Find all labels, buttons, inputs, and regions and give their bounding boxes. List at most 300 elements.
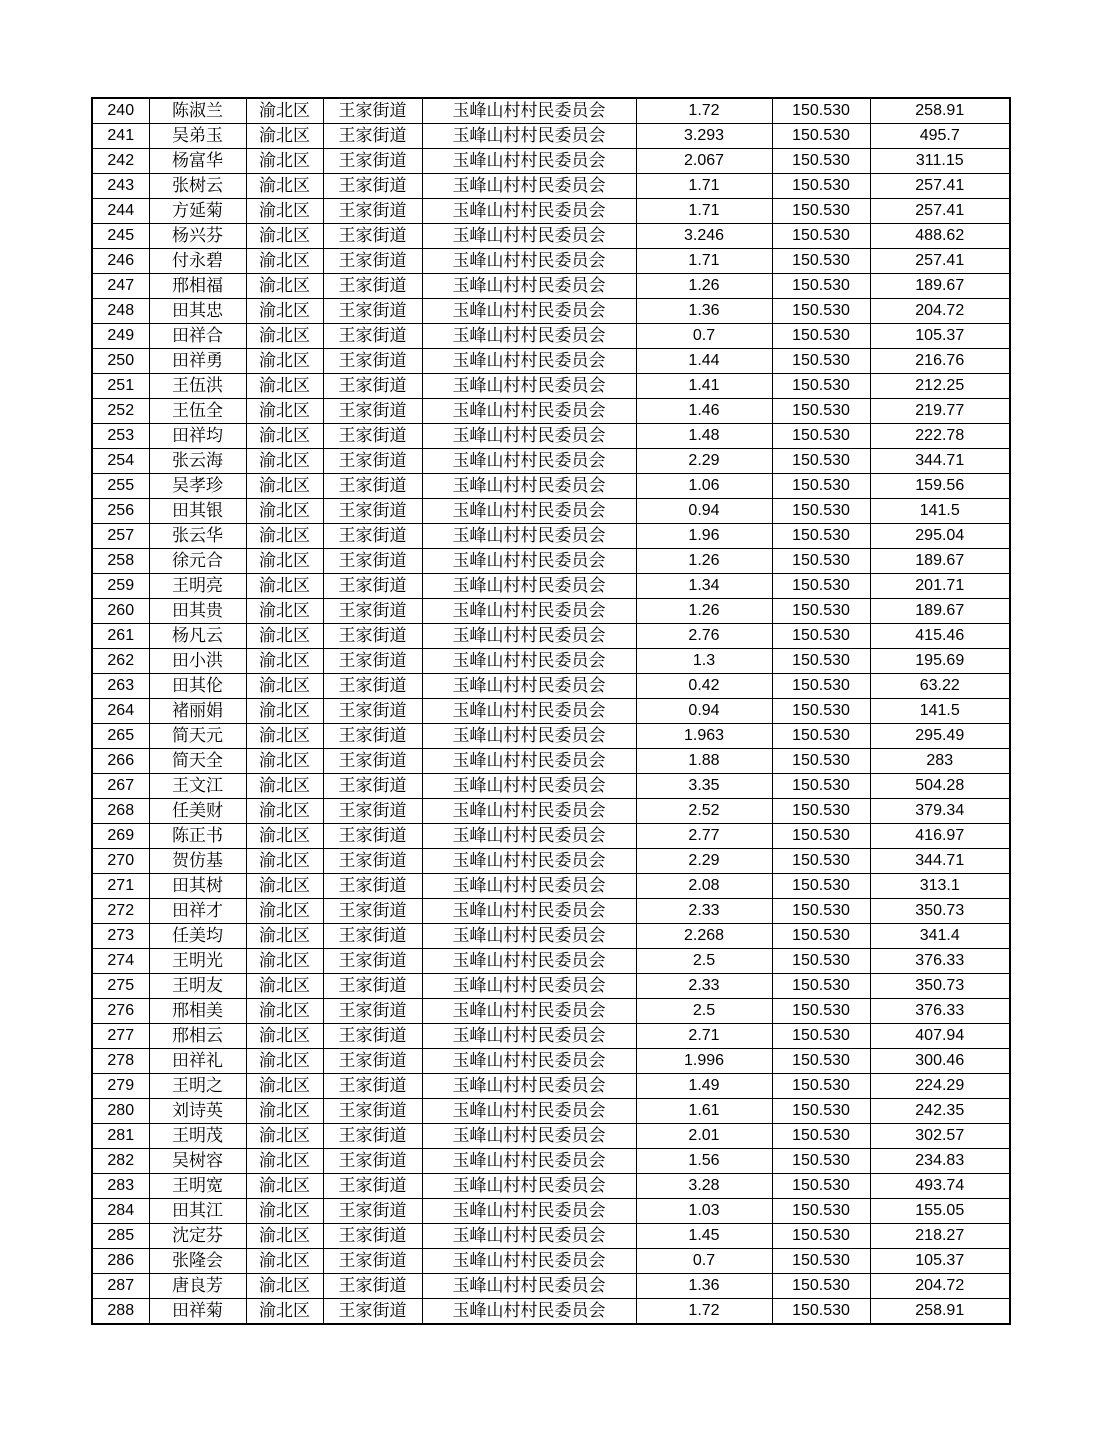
district-cell: 渝北区 — [246, 774, 323, 799]
committee-cell: 玉峰山村村民委员会 — [422, 749, 636, 774]
area-cell: 1.06 — [636, 474, 772, 499]
area-cell: 1.48 — [636, 424, 772, 449]
row-number-cell: 267 — [92, 774, 149, 799]
area-cell: 1.56 — [636, 1149, 772, 1174]
district-cell: 渝北区 — [246, 1174, 323, 1199]
row-number-cell: 241 — [92, 124, 149, 149]
committee-cell: 玉峰山村村民委员会 — [422, 799, 636, 824]
rate-cell: 150.530 — [772, 1224, 870, 1249]
row-number-cell: 273 — [92, 924, 149, 949]
street-cell: 王家街道 — [323, 574, 422, 599]
district-cell: 渝北区 — [246, 224, 323, 249]
area-cell: 0.94 — [636, 499, 772, 524]
rate-cell: 150.530 — [772, 449, 870, 474]
rate-cell: 150.530 — [772, 174, 870, 199]
rate-cell: 150.530 — [772, 924, 870, 949]
area-cell: 2.33 — [636, 899, 772, 924]
committee-cell: 玉峰山村村民委员会 — [422, 649, 636, 674]
name-cell: 吴树容 — [149, 1149, 246, 1174]
street-cell: 王家街道 — [323, 649, 422, 674]
rate-cell: 150.530 — [772, 774, 870, 799]
street-cell: 王家街道 — [323, 849, 422, 874]
table-row — [92, 199, 1010, 224]
area-cell: 1.3 — [636, 649, 772, 674]
table-row — [92, 949, 1010, 974]
name-cell: 简天全 — [149, 749, 246, 774]
street-cell: 王家街道 — [323, 774, 422, 799]
rate-cell: 150.530 — [772, 474, 870, 499]
district-cell: 渝北区 — [246, 199, 323, 224]
row-number-cell: 263 — [92, 674, 149, 699]
name-cell: 田其江 — [149, 1199, 246, 1224]
amount-cell: 141.5 — [870, 499, 1010, 524]
name-cell: 田祥礼 — [149, 1049, 246, 1074]
street-cell: 王家街道 — [323, 674, 422, 699]
row-number-cell: 246 — [92, 249, 149, 274]
rate-cell: 150.530 — [772, 974, 870, 999]
row-number-cell: 271 — [92, 874, 149, 899]
rate-cell: 150.530 — [772, 324, 870, 349]
committee-cell: 玉峰山村村民委员会 — [422, 624, 636, 649]
district-cell: 渝北区 — [246, 524, 323, 549]
district-cell: 渝北区 — [246, 1074, 323, 1099]
amount-cell: 407.94 — [870, 1024, 1010, 1049]
street-cell: 王家街道 — [323, 1049, 422, 1074]
row-number-cell: 266 — [92, 749, 149, 774]
district-cell: 渝北区 — [246, 924, 323, 949]
name-cell: 田祥才 — [149, 899, 246, 924]
row-number-cell: 288 — [92, 1299, 149, 1325]
row-number-cell: 276 — [92, 999, 149, 1024]
row-number-cell: 245 — [92, 224, 149, 249]
amount-cell: 63.22 — [870, 674, 1010, 699]
rate-cell: 150.530 — [772, 1249, 870, 1274]
area-cell: 1.41 — [636, 374, 772, 399]
amount-cell: 258.91 — [870, 1299, 1010, 1325]
table-row — [92, 124, 1010, 149]
street-cell: 王家街道 — [323, 599, 422, 624]
name-cell: 王明茂 — [149, 1124, 246, 1149]
district-cell: 渝北区 — [246, 374, 323, 399]
row-number-cell: 280 — [92, 1099, 149, 1124]
table-row — [92, 174, 1010, 199]
committee-cell: 玉峰山村村民委员会 — [422, 374, 636, 399]
committee-cell: 玉峰山村村民委员会 — [422, 324, 636, 349]
table-row — [92, 924, 1010, 949]
amount-cell: 379.34 — [870, 799, 1010, 824]
amount-cell: 195.69 — [870, 649, 1010, 674]
area-cell: 3.28 — [636, 1174, 772, 1199]
street-cell: 王家街道 — [323, 999, 422, 1024]
table-row — [92, 424, 1010, 449]
committee-cell: 玉峰山村村民委员会 — [422, 1224, 636, 1249]
rate-cell: 150.530 — [772, 98, 870, 124]
table-row — [92, 1099, 1010, 1124]
name-cell: 田祥勇 — [149, 349, 246, 374]
amount-cell: 376.33 — [870, 949, 1010, 974]
committee-cell: 玉峰山村村民委员会 — [422, 774, 636, 799]
street-cell: 王家街道 — [323, 174, 422, 199]
district-cell: 渝北区 — [246, 1024, 323, 1049]
street-cell: 王家街道 — [323, 1099, 422, 1124]
street-cell: 王家街道 — [323, 624, 422, 649]
committee-cell: 玉峰山村村民委员会 — [422, 824, 636, 849]
area-cell: 3.35 — [636, 774, 772, 799]
street-cell: 王家街道 — [323, 424, 422, 449]
area-cell: 2.77 — [636, 824, 772, 849]
row-number-cell: 244 — [92, 199, 149, 224]
name-cell: 褚丽娟 — [149, 699, 246, 724]
area-cell: 1.996 — [636, 1049, 772, 1074]
row-number-cell: 260 — [92, 599, 149, 624]
committee-cell: 玉峰山村村民委员会 — [422, 424, 636, 449]
amount-cell: 257.41 — [870, 249, 1010, 274]
name-cell: 王明光 — [149, 949, 246, 974]
rate-cell: 150.530 — [772, 249, 870, 274]
table-row — [92, 824, 1010, 849]
district-cell: 渝北区 — [246, 724, 323, 749]
committee-cell: 玉峰山村村民委员会 — [422, 199, 636, 224]
name-cell: 任美均 — [149, 924, 246, 949]
row-number-cell: 259 — [92, 574, 149, 599]
amount-cell: 283 — [870, 749, 1010, 774]
committee-cell: 玉峰山村村民委员会 — [422, 1249, 636, 1274]
committee-cell: 玉峰山村村民委员会 — [422, 1024, 636, 1049]
area-cell: 1.46 — [636, 399, 772, 424]
amount-cell: 313.1 — [870, 874, 1010, 899]
committee-cell: 玉峰山村村民委员会 — [422, 174, 636, 199]
district-cell: 渝北区 — [246, 674, 323, 699]
rate-cell: 150.530 — [772, 274, 870, 299]
area-cell: 1.61 — [636, 1099, 772, 1124]
name-cell: 王明亮 — [149, 574, 246, 599]
district-cell: 渝北区 — [246, 349, 323, 374]
row-number-cell: 269 — [92, 824, 149, 849]
row-number-cell: 249 — [92, 324, 149, 349]
district-cell: 渝北区 — [246, 399, 323, 424]
area-cell: 1.72 — [636, 98, 772, 124]
area-cell: 2.52 — [636, 799, 772, 824]
amount-cell: 493.74 — [870, 1174, 1010, 1199]
street-cell: 王家街道 — [323, 749, 422, 774]
row-number-cell: 274 — [92, 949, 149, 974]
amount-cell: 376.33 — [870, 999, 1010, 1024]
table-row — [92, 774, 1010, 799]
row-number-cell: 252 — [92, 399, 149, 424]
committee-cell: 玉峰山村村民委员会 — [422, 1124, 636, 1149]
district-cell: 渝北区 — [246, 949, 323, 974]
committee-cell: 玉峰山村村民委员会 — [422, 674, 636, 699]
rate-cell: 150.530 — [772, 874, 870, 899]
row-number-cell: 242 — [92, 149, 149, 174]
area-cell: 1.03 — [636, 1199, 772, 1224]
table-row — [92, 1174, 1010, 1199]
row-number-cell: 256 — [92, 499, 149, 524]
table-row — [92, 1224, 1010, 1249]
table-row — [92, 1249, 1010, 1274]
district-cell: 渝北区 — [246, 1274, 323, 1299]
rate-cell: 150.530 — [772, 1074, 870, 1099]
table-row — [92, 899, 1010, 924]
row-number-cell: 283 — [92, 1174, 149, 1199]
district-cell: 渝北区 — [246, 1124, 323, 1149]
area-cell: 0.7 — [636, 1249, 772, 1274]
name-cell: 王明友 — [149, 974, 246, 999]
amount-cell: 204.72 — [870, 299, 1010, 324]
committee-cell: 玉峰山村村民委员会 — [422, 1049, 636, 1074]
district-cell: 渝北区 — [246, 499, 323, 524]
amount-cell: 224.29 — [870, 1074, 1010, 1099]
table-row — [92, 1149, 1010, 1174]
district-cell: 渝北区 — [246, 749, 323, 774]
district-cell: 渝北区 — [246, 874, 323, 899]
committee-cell: 玉峰山村村民委员会 — [422, 249, 636, 274]
table-row — [92, 149, 1010, 174]
rate-cell: 150.530 — [772, 599, 870, 624]
area-cell: 1.26 — [636, 549, 772, 574]
table-row — [92, 474, 1010, 499]
rate-cell: 150.530 — [772, 899, 870, 924]
street-cell: 王家街道 — [323, 949, 422, 974]
name-cell: 陈正书 — [149, 824, 246, 849]
street-cell: 王家街道 — [323, 274, 422, 299]
district-cell: 渝北区 — [246, 799, 323, 824]
amount-cell: 105.37 — [870, 324, 1010, 349]
rate-cell: 150.530 — [772, 849, 870, 874]
street-cell: 王家街道 — [323, 1074, 422, 1099]
rate-cell: 150.530 — [772, 299, 870, 324]
row-number-cell: 272 — [92, 899, 149, 924]
area-cell: 2.08 — [636, 874, 772, 899]
rate-cell: 150.530 — [772, 1099, 870, 1124]
area-cell: 1.963 — [636, 724, 772, 749]
district-cell: 渝北区 — [246, 1049, 323, 1074]
rate-cell: 150.530 — [772, 824, 870, 849]
committee-cell: 玉峰山村村民委员会 — [422, 299, 636, 324]
name-cell: 杨兴芬 — [149, 224, 246, 249]
rate-cell: 150.530 — [772, 649, 870, 674]
row-number-cell: 278 — [92, 1049, 149, 1074]
table-row — [92, 524, 1010, 549]
table-row — [92, 1074, 1010, 1099]
street-cell: 王家街道 — [323, 1149, 422, 1174]
area-cell: 1.88 — [636, 749, 772, 774]
district-cell: 渝北区 — [246, 124, 323, 149]
district-cell: 渝北区 — [246, 149, 323, 174]
street-cell: 王家街道 — [323, 199, 422, 224]
street-cell: 王家街道 — [323, 1249, 422, 1274]
table-row — [92, 1124, 1010, 1149]
district-cell: 渝北区 — [246, 999, 323, 1024]
street-cell: 王家街道 — [323, 224, 422, 249]
committee-cell: 玉峰山村村民委员会 — [422, 999, 636, 1024]
amount-cell: 295.04 — [870, 524, 1010, 549]
amount-cell: 344.71 — [870, 849, 1010, 874]
area-cell: 2.268 — [636, 924, 772, 949]
table-row — [92, 449, 1010, 474]
area-cell: 1.44 — [636, 349, 772, 374]
table-row — [92, 399, 1010, 424]
name-cell: 唐良芳 — [149, 1274, 246, 1299]
rate-cell: 150.530 — [772, 674, 870, 699]
table-row — [92, 374, 1010, 399]
committee-cell: 玉峰山村村民委员会 — [422, 1074, 636, 1099]
name-cell: 田其银 — [149, 499, 246, 524]
area-cell: 2.5 — [636, 949, 772, 974]
amount-cell: 201.71 — [870, 574, 1010, 599]
street-cell: 王家街道 — [323, 1024, 422, 1049]
amount-cell: 350.73 — [870, 899, 1010, 924]
area-cell: 1.26 — [636, 274, 772, 299]
rate-cell: 150.530 — [772, 749, 870, 774]
district-cell: 渝北区 — [246, 274, 323, 299]
area-cell: 2.33 — [636, 974, 772, 999]
area-cell: 2.76 — [636, 624, 772, 649]
rate-cell: 150.530 — [772, 1274, 870, 1299]
street-cell: 王家街道 — [323, 299, 422, 324]
area-cell: 2.067 — [636, 149, 772, 174]
committee-cell: 玉峰山村村民委员会 — [422, 849, 636, 874]
district-cell: 渝北区 — [246, 849, 323, 874]
street-cell: 王家街道 — [323, 974, 422, 999]
name-cell: 王伍洪 — [149, 374, 246, 399]
district-cell: 渝北区 — [246, 1199, 323, 1224]
row-number-cell: 262 — [92, 649, 149, 674]
name-cell: 田其忠 — [149, 299, 246, 324]
area-cell: 1.71 — [636, 249, 772, 274]
street-cell: 王家街道 — [323, 499, 422, 524]
district-cell: 渝北区 — [246, 824, 323, 849]
committee-cell: 玉峰山村村民委员会 — [422, 499, 636, 524]
name-cell: 方延菊 — [149, 199, 246, 224]
street-cell: 王家街道 — [323, 1299, 422, 1325]
committee-cell: 玉峰山村村民委员会 — [422, 1149, 636, 1174]
street-cell: 王家街道 — [323, 799, 422, 824]
amount-cell: 242.35 — [870, 1099, 1010, 1124]
committee-cell: 玉峰山村村民委员会 — [422, 124, 636, 149]
table-row — [92, 674, 1010, 699]
name-cell: 田小洪 — [149, 649, 246, 674]
area-cell: 2.29 — [636, 449, 772, 474]
table-row — [92, 274, 1010, 299]
district-cell: 渝北区 — [246, 1149, 323, 1174]
row-number-cell: 275 — [92, 974, 149, 999]
table-row — [92, 624, 1010, 649]
row-number-cell: 264 — [92, 699, 149, 724]
table-body — [92, 98, 1010, 1324]
amount-cell: 350.73 — [870, 974, 1010, 999]
table-row — [92, 849, 1010, 874]
rate-cell: 150.530 — [772, 574, 870, 599]
amount-cell: 189.67 — [870, 599, 1010, 624]
area-cell: 0.7 — [636, 324, 772, 349]
table-row — [92, 249, 1010, 274]
name-cell: 任美财 — [149, 799, 246, 824]
table-row — [92, 299, 1010, 324]
street-cell: 王家街道 — [323, 549, 422, 574]
name-cell: 王伍全 — [149, 399, 246, 424]
name-cell: 陈淑兰 — [149, 98, 246, 124]
street-cell: 王家街道 — [323, 824, 422, 849]
row-number-cell: 253 — [92, 424, 149, 449]
name-cell: 田祥均 — [149, 424, 246, 449]
committee-cell: 玉峰山村村民委员会 — [422, 574, 636, 599]
area-cell: 1.49 — [636, 1074, 772, 1099]
name-cell: 田其伦 — [149, 674, 246, 699]
amount-cell: 234.83 — [870, 1149, 1010, 1174]
name-cell: 邢相云 — [149, 1024, 246, 1049]
rate-cell: 150.530 — [772, 224, 870, 249]
rate-cell: 150.530 — [772, 1299, 870, 1325]
area-cell: 1.71 — [636, 174, 772, 199]
district-cell: 渝北区 — [246, 424, 323, 449]
rate-cell: 150.530 — [772, 424, 870, 449]
amount-cell: 219.77 — [870, 399, 1010, 424]
district-cell: 渝北区 — [246, 1099, 323, 1124]
committee-cell: 玉峰山村村民委员会 — [422, 399, 636, 424]
amount-cell: 295.49 — [870, 724, 1010, 749]
area-cell: 2.29 — [636, 849, 772, 874]
amount-cell: 257.41 — [870, 174, 1010, 199]
name-cell: 王明宽 — [149, 1174, 246, 1199]
row-number-cell: 286 — [92, 1249, 149, 1274]
table-row — [92, 1299, 1010, 1325]
rate-cell: 150.530 — [772, 124, 870, 149]
row-number-cell: 287 — [92, 1274, 149, 1299]
amount-cell: 105.37 — [870, 1249, 1010, 1274]
committee-cell: 玉峰山村村民委员会 — [422, 974, 636, 999]
table-row — [92, 1274, 1010, 1299]
district-cell: 渝北区 — [246, 1249, 323, 1274]
rate-cell: 150.530 — [772, 999, 870, 1024]
table-row — [92, 324, 1010, 349]
amount-cell: 257.41 — [870, 199, 1010, 224]
committee-cell: 玉峰山村村民委员会 — [422, 549, 636, 574]
amount-cell: 212.25 — [870, 374, 1010, 399]
amount-cell: 311.15 — [870, 149, 1010, 174]
rate-cell: 150.530 — [772, 199, 870, 224]
street-cell: 王家街道 — [323, 399, 422, 424]
committee-cell: 玉峰山村村民委员会 — [422, 899, 636, 924]
row-number-cell: 282 — [92, 1149, 149, 1174]
table-row — [92, 1049, 1010, 1074]
name-cell: 沈定芬 — [149, 1224, 246, 1249]
district-cell: 渝北区 — [246, 699, 323, 724]
amount-cell: 141.5 — [870, 699, 1010, 724]
table-row — [92, 749, 1010, 774]
amount-cell: 222.78 — [870, 424, 1010, 449]
row-number-cell: 261 — [92, 624, 149, 649]
area-cell: 1.36 — [636, 299, 772, 324]
committee-cell: 玉峰山村村民委员会 — [422, 1274, 636, 1299]
table-row — [92, 224, 1010, 249]
street-cell: 王家街道 — [323, 98, 422, 124]
row-number-cell: 247 — [92, 274, 149, 299]
area-cell: 2.5 — [636, 999, 772, 1024]
rate-cell: 150.530 — [772, 799, 870, 824]
amount-cell: 341.4 — [870, 924, 1010, 949]
table-row — [92, 549, 1010, 574]
street-cell: 王家街道 — [323, 874, 422, 899]
name-cell: 田其树 — [149, 874, 246, 899]
amount-cell: 204.72 — [870, 1274, 1010, 1299]
table-row — [92, 999, 1010, 1024]
row-number-cell: 251 — [92, 374, 149, 399]
committee-cell: 玉峰山村村民委员会 — [422, 1199, 636, 1224]
row-number-cell: 257 — [92, 524, 149, 549]
amount-cell: 302.57 — [870, 1124, 1010, 1149]
table-row — [92, 499, 1010, 524]
